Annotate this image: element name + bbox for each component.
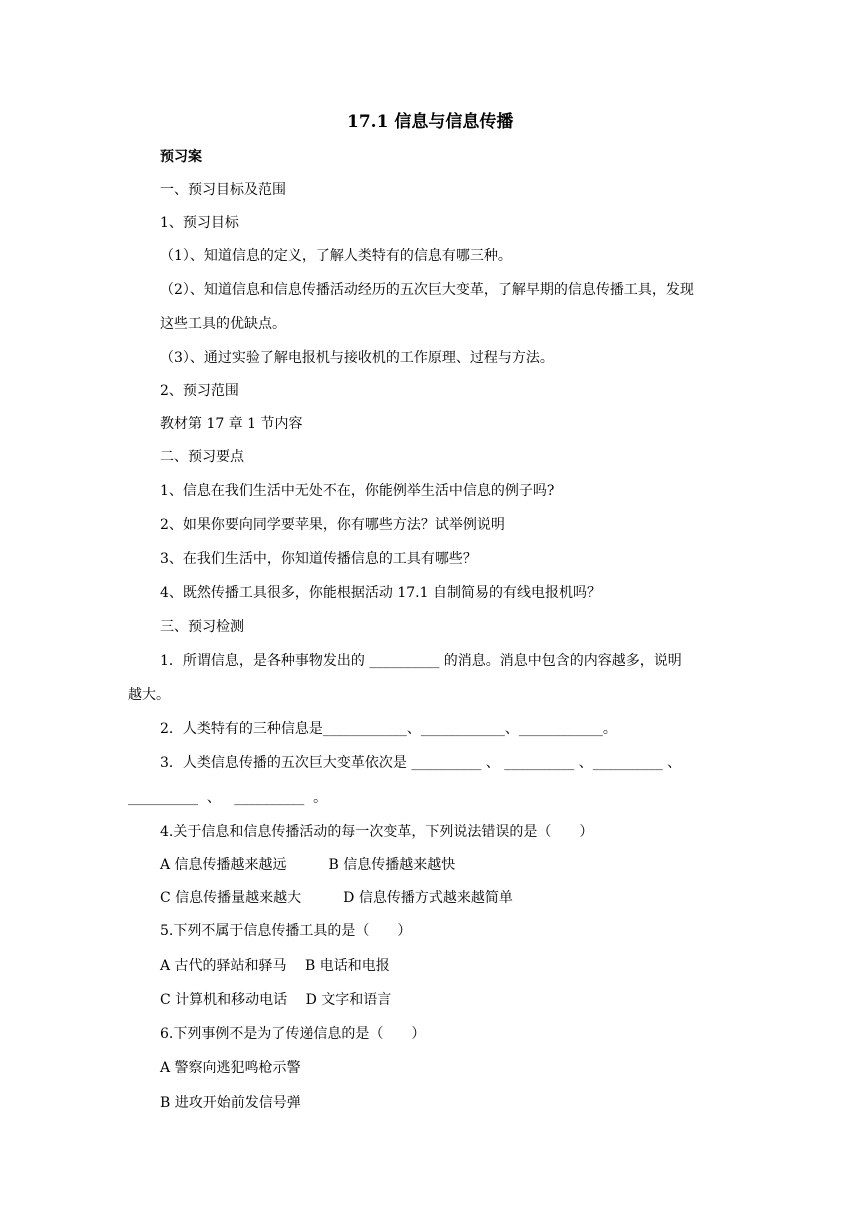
answer-option: B 进攻开始前发信号弹 — [160, 1095, 301, 1111]
section-heading: 三、预习检测 — [160, 619, 244, 635]
answer-option: A 古代的驿站和驿马 B 电话和电报 — [160, 958, 390, 974]
question: 3．人类信息传播的五次巨大变革依次是 __________ 、 __________ 、__________ 、 — [160, 755, 682, 771]
question-continuation: __________ 、 __________ 。 — [128, 790, 328, 806]
subsection-heading: 1、预习目标 — [160, 215, 239, 231]
key-point: 4、既然传播工具很多，你能根据活动 17.1 自制简易的有线电报机吗？ — [160, 585, 601, 601]
answer-option: C 计算机和移动电话 D 文字和语言 — [160, 992, 392, 1008]
objective-item: （2）、知道信息和信息传播活动经历的五次巨大变革，了解早期的信息传播工具，发现 — [160, 282, 694, 298]
key-point: 3、在我们生活中，你知道传播信息的工具有哪些？ — [160, 551, 477, 567]
scope-text: 教材第 17 章 1 节内容 — [160, 416, 303, 432]
objective-item: （3）、通过实验了解电报机与接收机的工作原理、过程与方法。 — [160, 350, 554, 366]
question: 1．所谓信息，是各种事物发出的 __________ 的消息。消息中包含的内容越多，说明 — [160, 653, 682, 669]
subsection-heading: 2、预习范围 — [160, 383, 239, 399]
section-heading: 预习案 — [160, 149, 202, 165]
section-heading: 二、预习要点 — [160, 449, 244, 465]
answer-option: A 信息传播越来越远 B 信息传播越来越快 — [160, 857, 456, 873]
key-point: 1、信息在我们生活中无处不在，你能例举生活中信息的例子吗? — [160, 483, 555, 499]
objective-item-continuation: 这些工具的优缺点。 — [160, 316, 286, 332]
key-point: 2、如果你要向同学要苹果，你有哪些方法？试举例说明 — [160, 517, 505, 533]
question: 4.关于信息和信息传播活动的每一次变革，下列说法错误的是（ ） — [160, 824, 594, 840]
question-continuation: 越大。 — [128, 687, 170, 703]
question: 5.下列不属于信息传播工具的是（ ） — [160, 923, 412, 939]
section-heading: 一、预习目标及范围 — [160, 182, 286, 198]
answer-option: A 警察向逃犯鸣枪示警 — [160, 1060, 301, 1076]
objective-item: （1）、知道信息的定义，了解人类特有的信息有哪三种。 — [160, 248, 512, 264]
question: 2．人类特有的三种信息是____________、____________、____________。 — [160, 721, 617, 737]
page-title: 17.1 信息与信息传播 — [347, 112, 514, 132]
answer-option: C 信息传播量越来越大 D 信息传播方式越来越简单 — [160, 890, 513, 906]
question: 6.下列事例不是为了传递信息的是（ ） — [160, 1026, 426, 1042]
